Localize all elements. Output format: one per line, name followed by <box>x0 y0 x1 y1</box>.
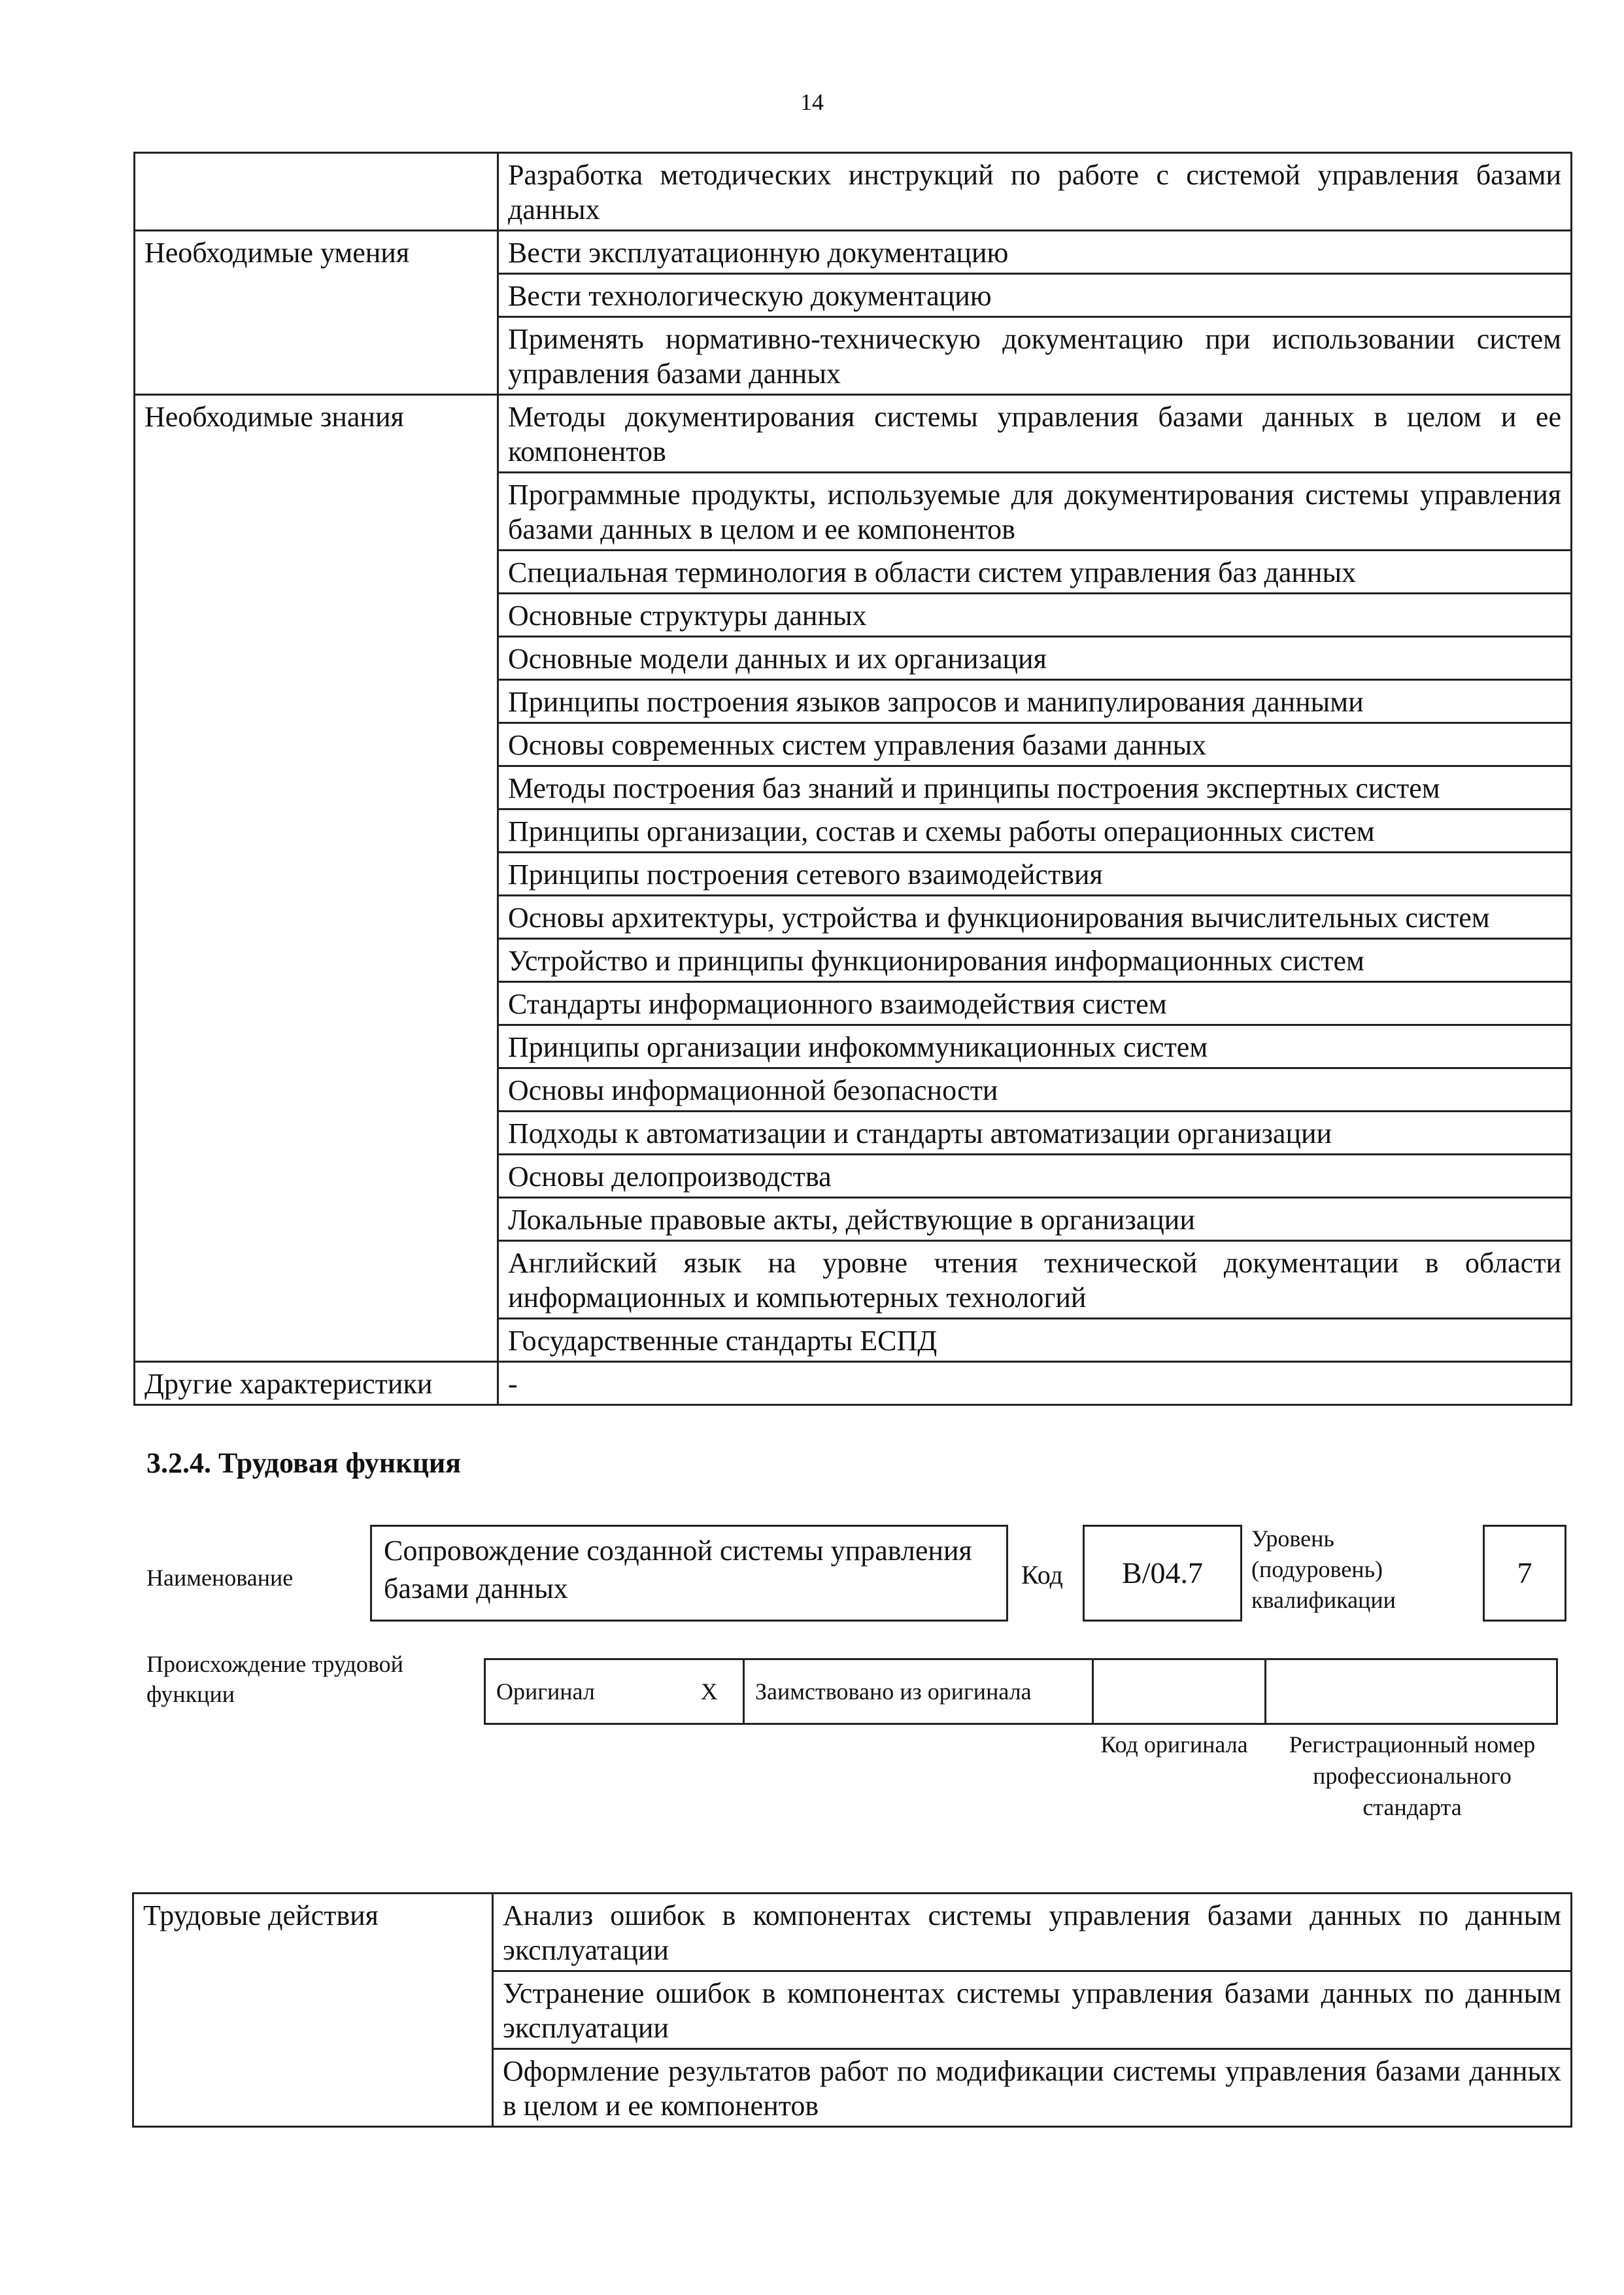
page-number: 14 <box>800 89 824 115</box>
section-heading: 3.2.4. Трудовая функция <box>146 1447 462 1479</box>
function-code-box: В/04.7 <box>1083 1525 1242 1622</box>
labor-actions-table <box>132 1892 1572 2128</box>
knowledge-item: Принципы организации, состав и схемы работы операционных систем <box>498 809 1572 853</box>
knowledge-item: Основы информационной безопасности <box>498 1068 1572 1112</box>
knowledge-item: Подходы к автоматизации и стандарты автоматизации организации <box>498 1112 1572 1155</box>
knowledge-item: Специальная терминология в области систем управления баз данных <box>498 551 1572 594</box>
skill-item: Вести эксплуатационную документацию <box>498 231 1572 274</box>
origin-label: Происхождение трудовой функции <box>146 1651 403 1707</box>
code-label: Код <box>1021 1560 1063 1590</box>
table-cell: Разработка методических инструкций по работе с системой управления базами данных <box>498 153 1572 231</box>
origin-table <box>484 1658 1558 1725</box>
other-value: - <box>498 1362 1572 1405</box>
knowledge-item: Основы делопроизводства <box>498 1155 1572 1198</box>
skills-label: Необходимые умения <box>135 231 498 395</box>
knowledge-item: Основы современных систем управления базами данных <box>498 723 1572 766</box>
knowledge-item: Устройство и принципы функционирования информационных систем <box>498 939 1572 982</box>
table-row <box>133 1894 1572 1971</box>
table-row <box>135 153 1572 231</box>
other-label: Другие характеристики <box>135 1362 498 1405</box>
reg-number-cell <box>1266 1659 1557 1724</box>
skill-item: Вести технологическую документацию <box>498 274 1572 317</box>
table-row <box>135 395 1572 473</box>
labor-actions-label: Трудовые действия <box>133 1894 493 2127</box>
code-original-caption: Код оригинала <box>1100 1731 1248 1758</box>
knowledge-item: Основные модели данных и их организация <box>498 637 1572 680</box>
code-original-cell <box>1093 1659 1266 1724</box>
level-label: Уровень (подуровень) квалификации <box>1251 1525 1396 1613</box>
empty-label-cell <box>135 153 498 231</box>
qualification-level-box: 7 <box>1483 1525 1566 1622</box>
knowledge-item: Основные структуры данных <box>498 594 1572 637</box>
knowledge-item: Методы документирования системы управления базами данных в целом и ее компонентов <box>498 395 1572 473</box>
table-row <box>135 1362 1572 1405</box>
knowledge-item: Стандарты информационного взаимодействия систем <box>498 982 1572 1025</box>
table-row <box>135 231 1572 274</box>
labor-action-item: Анализ ошибок в компонентах системы управления базами данных по данным эксплуатации <box>493 1894 1572 1971</box>
function-name-box: Сопровождение созданной системы управления базами данных <box>370 1525 1008 1622</box>
labor-action-item: Оформление результатов работ по модификации системы управления базами данных в целом и ее компонентов <box>493 2049 1572 2127</box>
knowledge-item: Основы архитектуры, устройства и функционирования вычислительных систем <box>498 896 1572 939</box>
knowledge-item: Принципы построения языков запросов и манипулирования данными <box>498 680 1572 723</box>
original-label: Оригинал <box>485 1659 676 1724</box>
knowledge-item: Принципы организации инфокоммуникационных систем <box>498 1025 1572 1068</box>
labor-action-item: Устранение ошибок в компонентах системы управления базами данных по данным эксплуатации <box>493 1971 1572 2049</box>
original-mark: X <box>676 1659 744 1724</box>
reg-number-caption: Регистрационный номер профессионального стандарта <box>1289 1731 1536 1820</box>
skill-item: Применять нормативно-техническую документацию при использовании систем управления базами данных <box>498 317 1572 395</box>
knowledge-label: Необходимые знания <box>135 395 498 1362</box>
requirements-table <box>133 152 1572 1406</box>
knowledge-item: Принципы построения сетевого взаимодействия <box>498 853 1572 896</box>
knowledge-item: Методы построения баз знаний и принципы построения экспертных систем <box>498 766 1572 809</box>
knowledge-item: Государственные стандарты ЕСПД <box>498 1319 1572 1362</box>
knowledge-item: Английский язык на уровне чтения технической документации в области информационных и компьютерных технологий <box>498 1241 1572 1319</box>
borrowed-label: Заимствовано из оригинала <box>744 1659 1093 1724</box>
table-row <box>485 1659 1557 1724</box>
name-label: Наименование <box>146 1565 294 1591</box>
knowledge-item: Локальные правовые акты, действующие в организации <box>498 1198 1572 1241</box>
knowledge-item: Программные продукты, используемые для документирования системы управления базами данных в целом и ее компонентов <box>498 473 1572 551</box>
